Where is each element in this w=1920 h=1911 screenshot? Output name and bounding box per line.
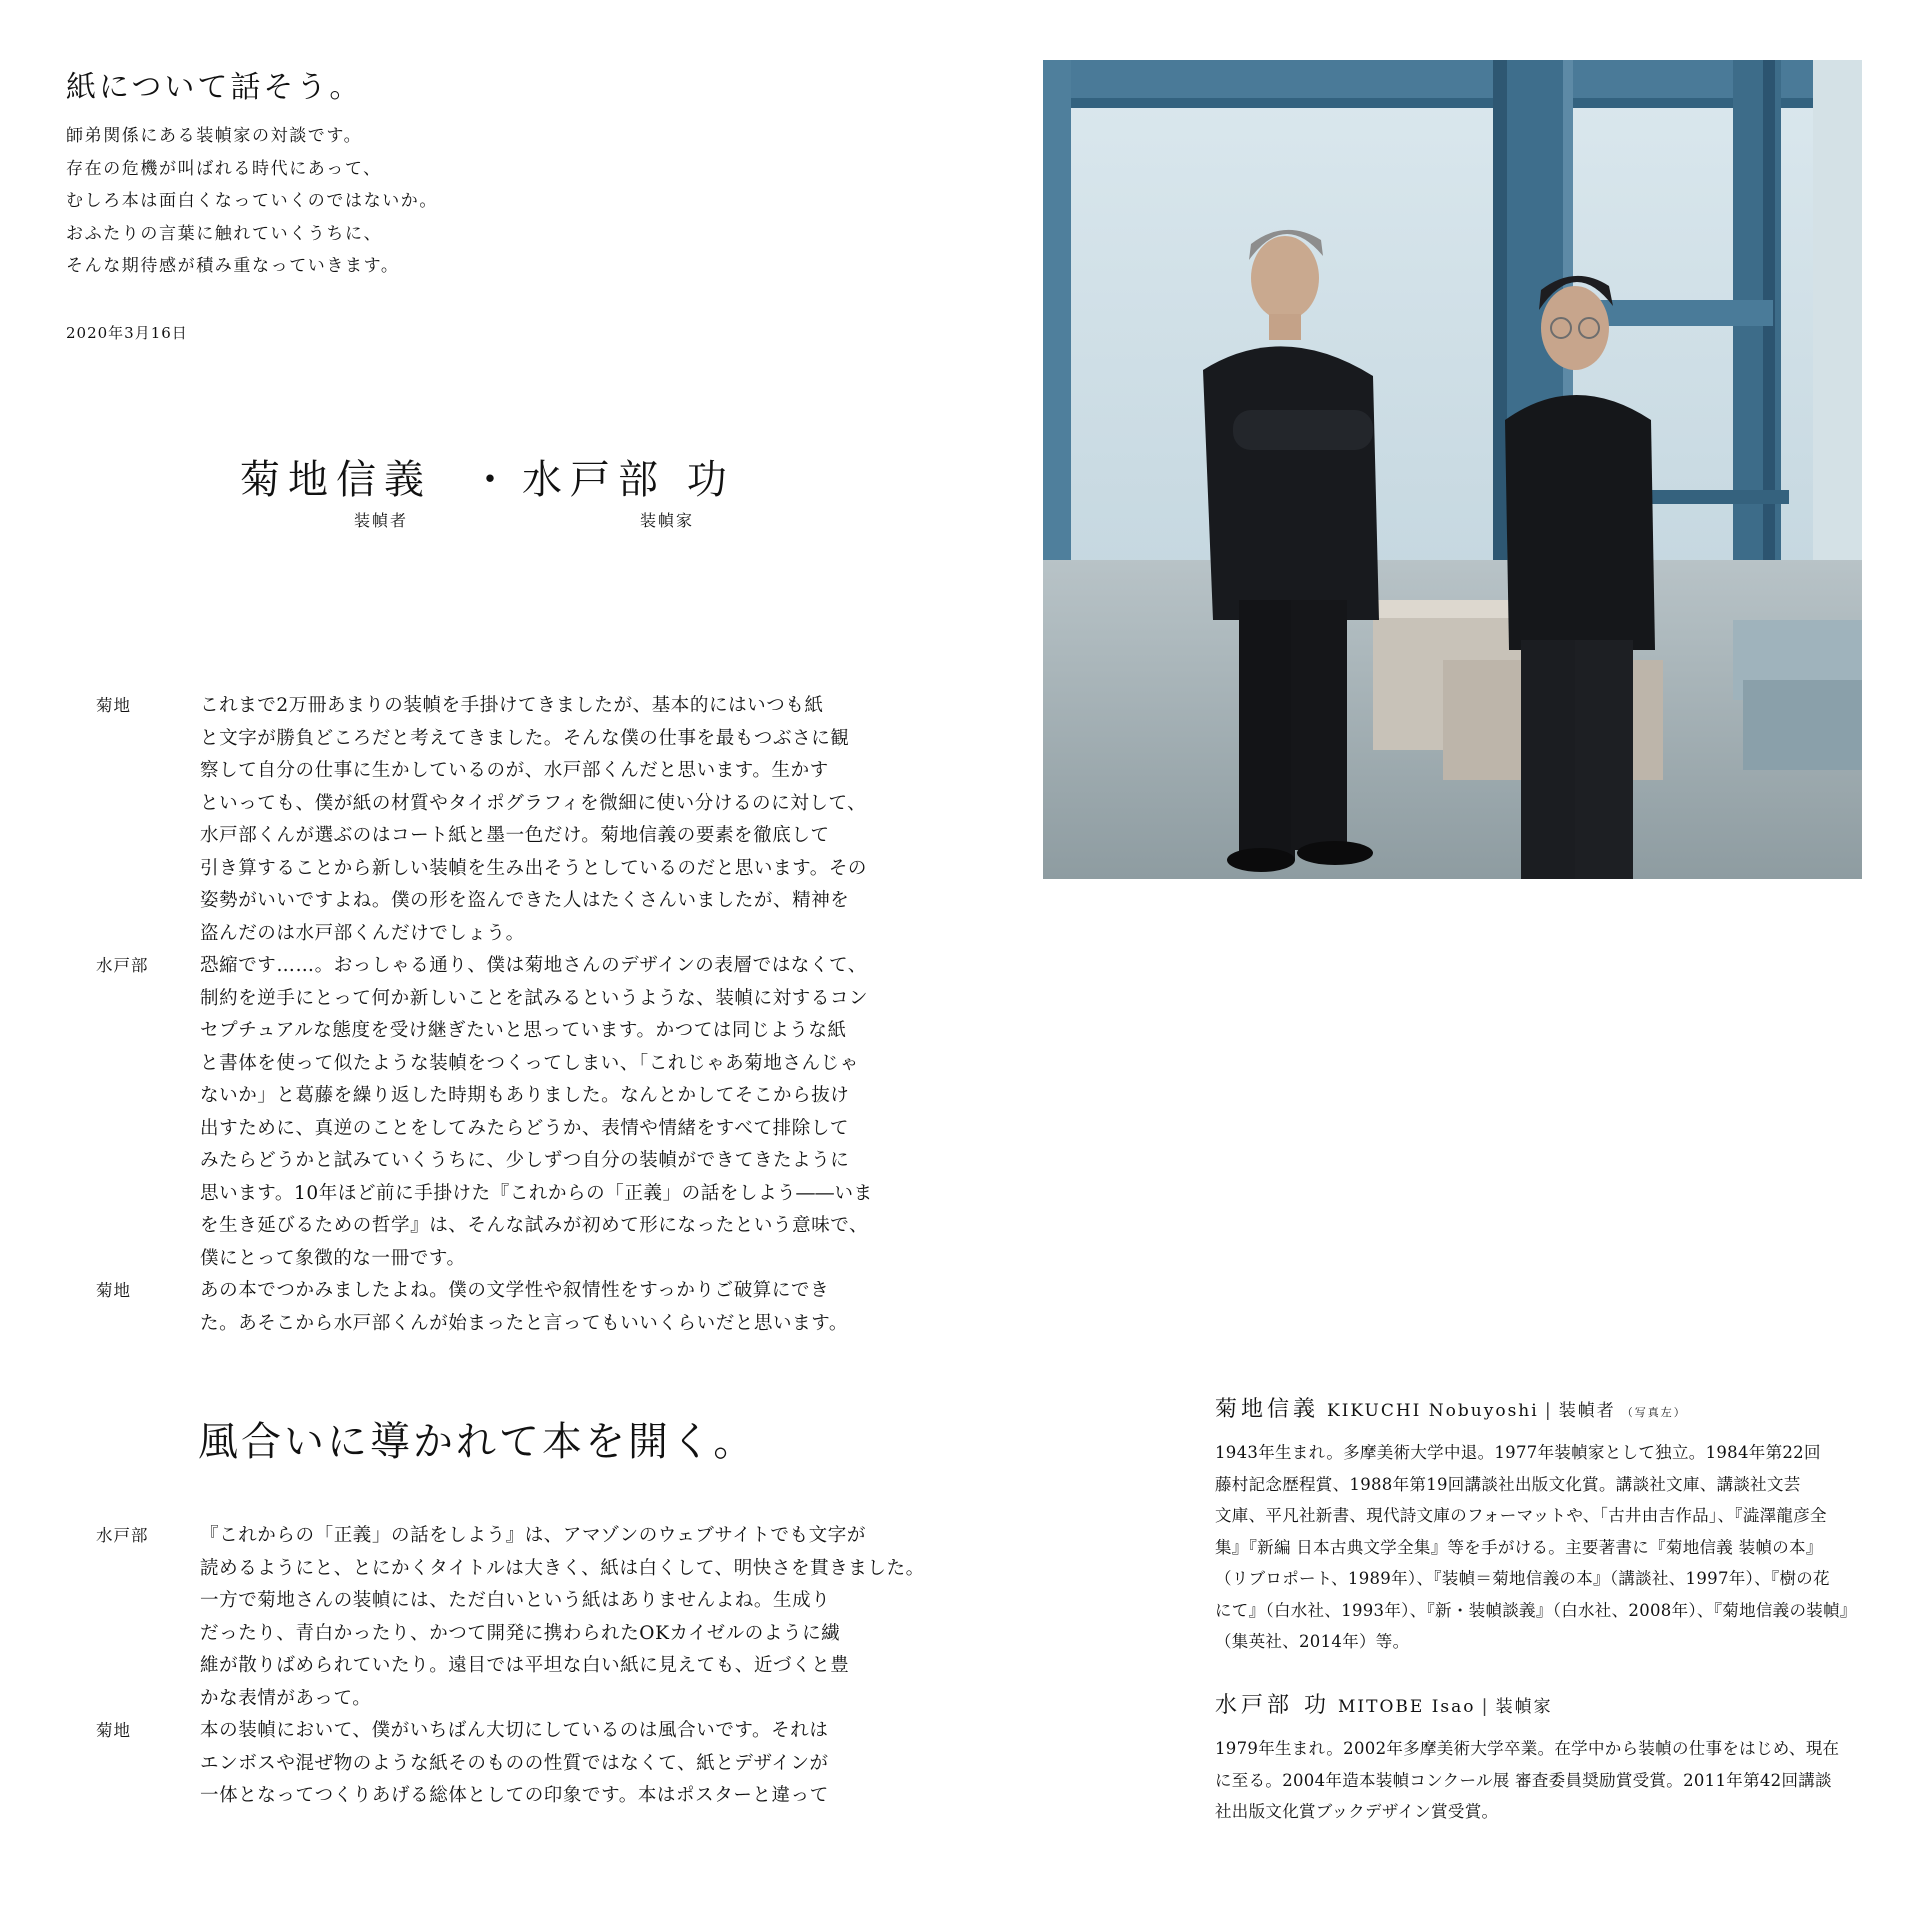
dialog-text [200,1275,848,1340]
dialog-text [200,950,873,1275]
dialog-line: と書体を使って似たような装幀をつくってしまい、「これじゃあ菊地さんじゃ [200,1052,859,1074]
dialog-text [200,1520,925,1715]
bio-line: （集英社、2014年）等。 [1215,1632,1410,1651]
bio-text [1215,1437,1875,1658]
dialog-turn [96,950,906,1275]
dialog-speaker: 菊地 [96,1281,131,1300]
speaker-name-kikuchi: 菊地信義 [240,457,432,503]
bio-line: にて』（白水社、1993年）、『新・装幀談義』（白水社、2008年）、『菊地信義の装幀』 [1215,1600,1857,1620]
dialog-line: 『これからの「正義」の話をしよう』は、アマゾンのウェブサイトでも文字が [200,1525,866,1546]
dialog-line: 水戸部くんが選ぶのはコート紙と墨一色だけ。菊地信義の要素を徹底して [200,825,830,846]
bio-kikuchi [1215,1392,1875,1658]
bio-line: 1943年生まれ。多摩美術大学中退。1977年装幀家として独立。1984年第22回 [1215,1443,1821,1462]
bio-name-en: KIKUCHI Nobuyoshi [1327,1401,1539,1421]
dialog-turn [96,1275,906,1340]
dialog-line: 制約を逆手にとって何か新しいことを試みるというような、装幀に対するコン [200,987,869,1009]
dialog-line: これまで2万冊あまりの装幀を手掛けてきましたが、基本的にはいつも紙 [200,695,824,716]
bio-role: 装幀家 [1495,1697,1553,1717]
dialog-line: と文字が勝負どころだと考えてきました。そんな僕の仕事を最もつぶさに観 [200,727,850,749]
bio-name-ja: 水戸部 功 [1215,1693,1330,1718]
dialog-section-1 [96,690,906,1340]
dialog-line: 盗んだのは水戸部くんだけでしょう。 [200,922,525,944]
dialog-turn [96,1715,906,1813]
speaker-separator: ・ [470,457,510,503]
page-title: 紙について話そう。 [66,70,363,105]
intro-line: 存在の危機が叫ばれる時代にあって、 [66,158,382,179]
dialog-text [200,690,867,950]
dialog-line: 一方で菊地さんの装幀には、ただ白いという紙はありませんよね。生成り [200,1590,831,1611]
bio-name-ja: 菊地信義 [1215,1397,1320,1422]
section-heading: 風合いに導かれて本を開く。 [198,1419,757,1465]
bio-line: 藤村記念歴程賞、1988年第19回講談社出版文化賞。講談社文庫、講談社文芸 [1215,1474,1801,1494]
dialog-line: かな表情があって。 [200,1687,372,1709]
dialog-turn [96,1520,925,1715]
speaker-role-mitobe: 装幀家 [640,511,695,530]
bio-photo-note: （写真左） [1621,1406,1687,1419]
dialog-line: 姿勢がいいですよね。僕の形を盗んできた人はたくさんいましたが、精神を [200,890,850,911]
dialog-line: 察して自分の仕事に生かしているのが、水戸部くんだと思います。生かす [200,760,829,781]
dialog-line: を生き延びるための哲学』は、そんな試みが初めて形になったという意味で、 [200,1215,869,1236]
dialog-speaker: 水戸部 [96,1526,149,1545]
bio-name-en: MITOBE Isao [1338,1697,1476,1717]
intro-line: むしろ本は面白くなっていくのではないか。 [66,191,438,211]
bio-heading [1215,1688,1875,1719]
intro-text [66,120,438,283]
dialog-speaker: 菊地 [96,1721,131,1740]
bio-line: 集』『新編 日本古典文学全集』等を手がける。主要著書に『菊地信義 装幀の本』 [1215,1537,1823,1557]
dialog-line: といっても、僕が紙の材質やタイポグラフィを微細に使い分けるのに対して、 [200,792,867,814]
dialog-line: た。あそこから水戸部くんが始まったと言ってもいいくらいだと思います。 [200,1312,848,1334]
dialog-section-2 [96,1520,925,1813]
dialog-line: だったり、青白かったり、かつて開発に携わられたOKカイゼルのように繊 [200,1622,841,1644]
bio-role: 装幀者 [1558,1401,1616,1421]
dialog-line: 僕にとって象徴的な一冊です。 [200,1247,466,1269]
bio-separator: | [1544,1400,1553,1421]
dialog-turn [96,690,906,950]
dialog-line: セプチュアルな態度を受け継ぎたいと思っています。かつては同じような紙 [200,1020,847,1041]
dialog-line: 恐縮です……。おっしゃる通り、僕は菊地さんのデザインの表層ではなくて、 [200,955,867,976]
bio-text [1215,1733,1875,1828]
portrait-photo [1043,60,1862,879]
dialog-line: 思います。10年ほど前に手掛けた『これからの「正義」の話をしよう――いま [200,1182,873,1204]
bio-line: （リブロポート、1989年）、『装幀＝菊地信義の本』（講談社、1997年）、『樹の花 [1215,1569,1830,1588]
dialog-line: 一体となってつくりあげる総体としての印象です。本はポスターと違って [200,1785,829,1806]
dialog-line: 引き算することから新しい装幀を生み出そうとしているのだと思います。その [200,857,868,879]
dialog-line: 本の装幀において、僕がいちばん大切にしているのは風合いです。それは [200,1720,829,1741]
bio-heading [1215,1392,1875,1423]
intro-line: そんな期待感が積み重なっていきます。 [66,256,400,276]
dialog-speaker: 水戸部 [96,956,149,975]
intro-line: おふたりの言葉に触れていくうちに、 [66,223,383,244]
bio-line: 文庫、平凡社新書、現代詩文庫のフォーマットや、「古井由吉作品」、『澁澤龍彦全 [1215,1506,1827,1525]
dialog-speaker: 菊地 [96,696,131,715]
bio-line: に至る。2004年造本装幀コンクール展 審査委員奨励賞受賞。2011年第42回講談 [1215,1770,1832,1790]
dialog-line: 維が散りばめられていたり。遠目では平坦な白い紙に見えても、近づくと豊 [200,1655,850,1676]
dialog-line: 読めるようにと、とにかくタイトルは大きく、紙は白くして、明快さを貫きました。 [200,1557,925,1579]
portrait-photo-illustration [1043,60,1862,879]
intro-line: 師弟関係にある装幀家の対談です。 [66,126,363,146]
dialog-line: みたらどうかと試みていくうちに、少しずつ自分の装幀ができてきたように [200,1150,850,1171]
bio-separator: | [1481,1696,1490,1717]
dialog-line: 出すために、真逆のことをしてみたらどうか、表情や情緒をすべて排除して [200,1117,850,1139]
speaker-name-mitobe: 水戸部 功 [522,457,735,503]
bio-mitobe [1215,1688,1875,1828]
bio-line: 社出版文化賞ブックデザイン賞受賞。 [1215,1802,1499,1821]
bio-line: 1979年生まれ。2002年多摩美術大学卒業。在学中から装幀の仕事をはじめ、現在 [1215,1739,1840,1758]
speaker-role-kikuchi: 装幀者 [354,511,409,530]
dialog-line: エンボスや混ぜ物のような紙そのものの性質ではなくて、紙とデザインが [200,1752,829,1774]
publish-date: 2020年3月16日 [66,324,188,342]
dialog-line: ないか」と葛藤を繰り返した時期もありました。なんとかしてそこから抜け [200,1085,850,1106]
dialog-line: あの本でつかみましたよね。僕の文学性や叙情性をすっかりご破算にでき [200,1280,830,1301]
dialog-text [200,1715,829,1813]
